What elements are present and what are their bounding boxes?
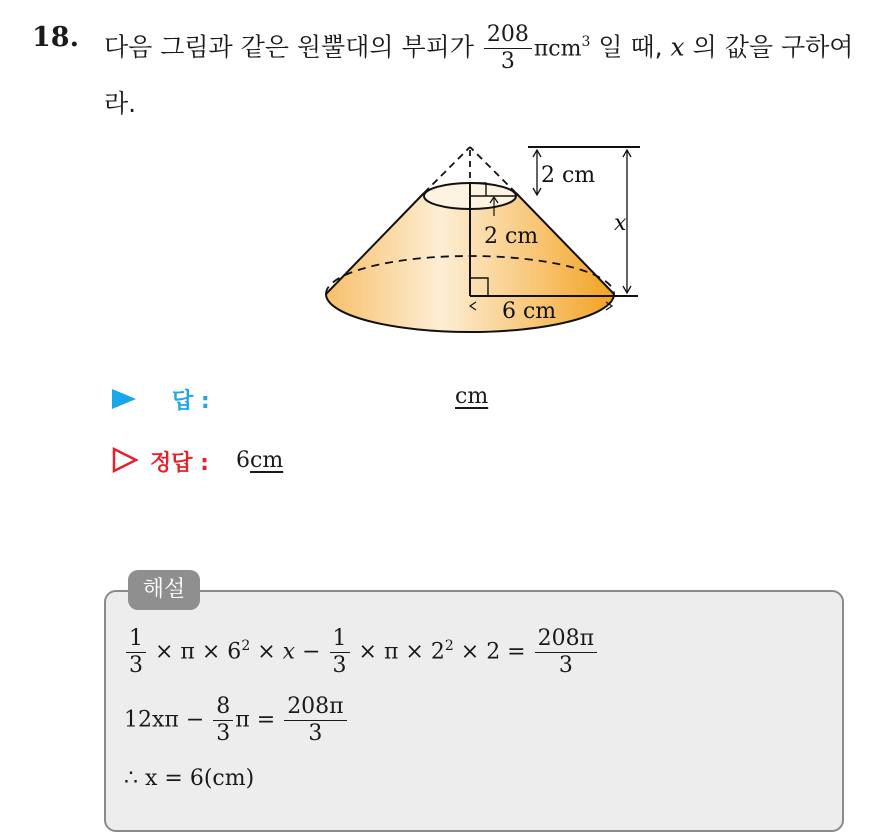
sol1-frac2: $\frac{1}{3}$: [330, 626, 350, 679]
label-x: x: [614, 211, 627, 236]
volume-fraction: [484, 22, 532, 75]
correct-number: 6: [236, 448, 250, 473]
question-text-before: 다음 그림과 같은 원뿔대의 부피가: [104, 32, 474, 62]
volume-numerator: 208: [484, 22, 532, 49]
label-bottom-6cm: 6 cm: [502, 299, 557, 324]
solution-line2: 12xπ − $\frac{8}{3}$ π = $\frac{208\pi}{3}$: [124, 694, 349, 747]
sol2-rhs: $\frac{208\pi}{3}$: [284, 694, 346, 747]
correct-label: 정답 :: [150, 451, 209, 476]
correct-play-outline-icon: [110, 446, 140, 474]
solution-line3: ∴ x = 6(cm): [124, 766, 255, 791]
question-variable: x: [670, 32, 685, 62]
answer-play-icon: [108, 386, 140, 412]
answer-label: 답 :: [172, 389, 210, 414]
label-mid-2cm: 2 cm: [484, 224, 539, 249]
question-number: 18.: [32, 22, 79, 53]
solution-line1: $\frac{1}{3}$ × $\pi \times 6^2 \times x$ − $\frac{1}{3}$ × $\pi \times 2^2 \times 2$ = $\frac{208\pi}{3}$: [124, 626, 599, 679]
sol2-frac: $\frac{8}{3}$: [213, 694, 233, 747]
frustum-figure: [300, 140, 660, 340]
question-text-after-2: 의 값을 구하여: [692, 32, 854, 62]
answer-input-unit[interactable]: cm: [455, 384, 489, 409]
label-top-2cm: 2 cm: [541, 163, 596, 188]
correct-value: [236, 448, 283, 473]
question-text-line2: 라.: [104, 89, 137, 118]
sol1-frac1: $\frac{1}{3}$: [126, 626, 146, 679]
correct-unit: cm: [250, 448, 284, 473]
volume-exponent: 3: [581, 34, 591, 51]
sol1-rhs: $\frac{208\pi}{3}$: [535, 626, 597, 679]
solution-tag: 해설: [128, 570, 200, 610]
question-text-after-1: 일 때,: [598, 32, 663, 62]
volume-unit: πcm: [533, 36, 582, 62]
question-text: [104, 22, 853, 75]
volume-denominator: 3: [500, 49, 515, 74]
